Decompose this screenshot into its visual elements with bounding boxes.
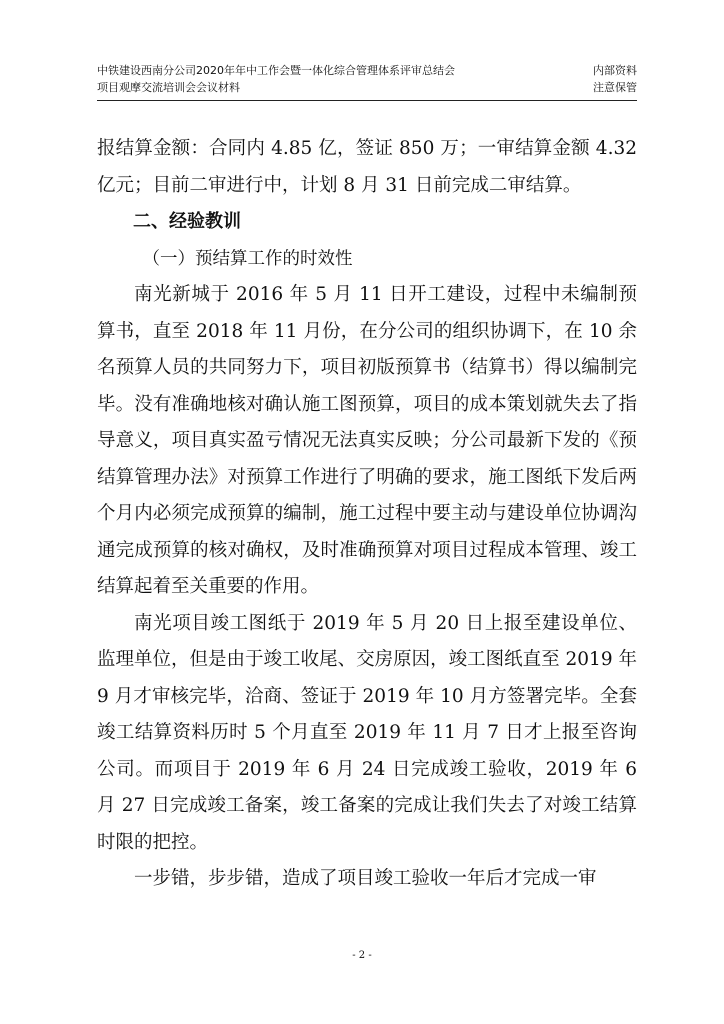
page-header <box>97 62 637 96</box>
section-heading-lessons: 二、经验教训 <box>133 211 241 232</box>
paragraph-3: 一步错，步步错，造成了项目竣工验收一年后才完成一审 <box>134 868 597 889</box>
header-title-line2: 项目观摩交流培训会会议材料 <box>97 81 240 94</box>
header-row-1 <box>97 62 637 79</box>
header-notice: 注意保管 <box>593 81 637 94</box>
paragraph-2: 南光项目竣工图纸于 2019 年 5 月 20 日上报至建设单位、监理单位，但是由于竣工收尾、交房原因，竣工图纸直至 2019 年 9 月才审核完毕，洽商、签证于 2019 年 10 月方签署完毕。全套竣工结算资料历时 5 个月直至 2019 年 11 月 7 日才上报至咨询公司。而项目于 2019 年 6 月 24 日完成竣工验收，2019 年 6 月 27 日完成竣工备案，竣工备案的完成让我们失去了对竣工结算时限的把控。 <box>97 612 637 853</box>
subsection-heading-timeliness: （一）预结算工作的时效性 <box>142 248 353 269</box>
header-divider <box>97 100 637 101</box>
header-row-2 <box>97 79 637 96</box>
header-title-line1: 中铁建设西南分公司2020年年中工作会暨一体化综合管理体系评审总结会 <box>97 64 455 77</box>
paragraph-1: 南光新城于 2016 年 5 月 11 日开工建设，过程中未编制预算书，直至 2018 年 11 月份，在分公司的组织协调下，在 10 余名预算人员的共同努力下，项目初版预算书（结算书）得以编制完毕。没有准确地核对确认施工图预算，项目的成本策划就失去了指导意义，项目真实盈亏情况无法真实反映；分公司最新下发的《预结算管理办法》对预算工作进行了明确的要求，施工图纸下发后两个月内必须完成预算的编制，施工过程中要主动与建设单位协调沟通完成预算的核对确权，及时准确预算对项目过程成本管理、竣工结算起着至关重要的作用。 <box>97 284 637 597</box>
paragraph-settlement: 报结算金额：合同内 4.85 亿，签证 850 万；一审结算金额 4.32 亿元；目前二审进行中，计划 8 月 31 日前完成二审结算。 <box>97 138 637 196</box>
document-body <box>97 131 637 898</box>
page-number: - 2 - <box>352 950 372 961</box>
header-classification: 内部资料 <box>593 64 637 77</box>
